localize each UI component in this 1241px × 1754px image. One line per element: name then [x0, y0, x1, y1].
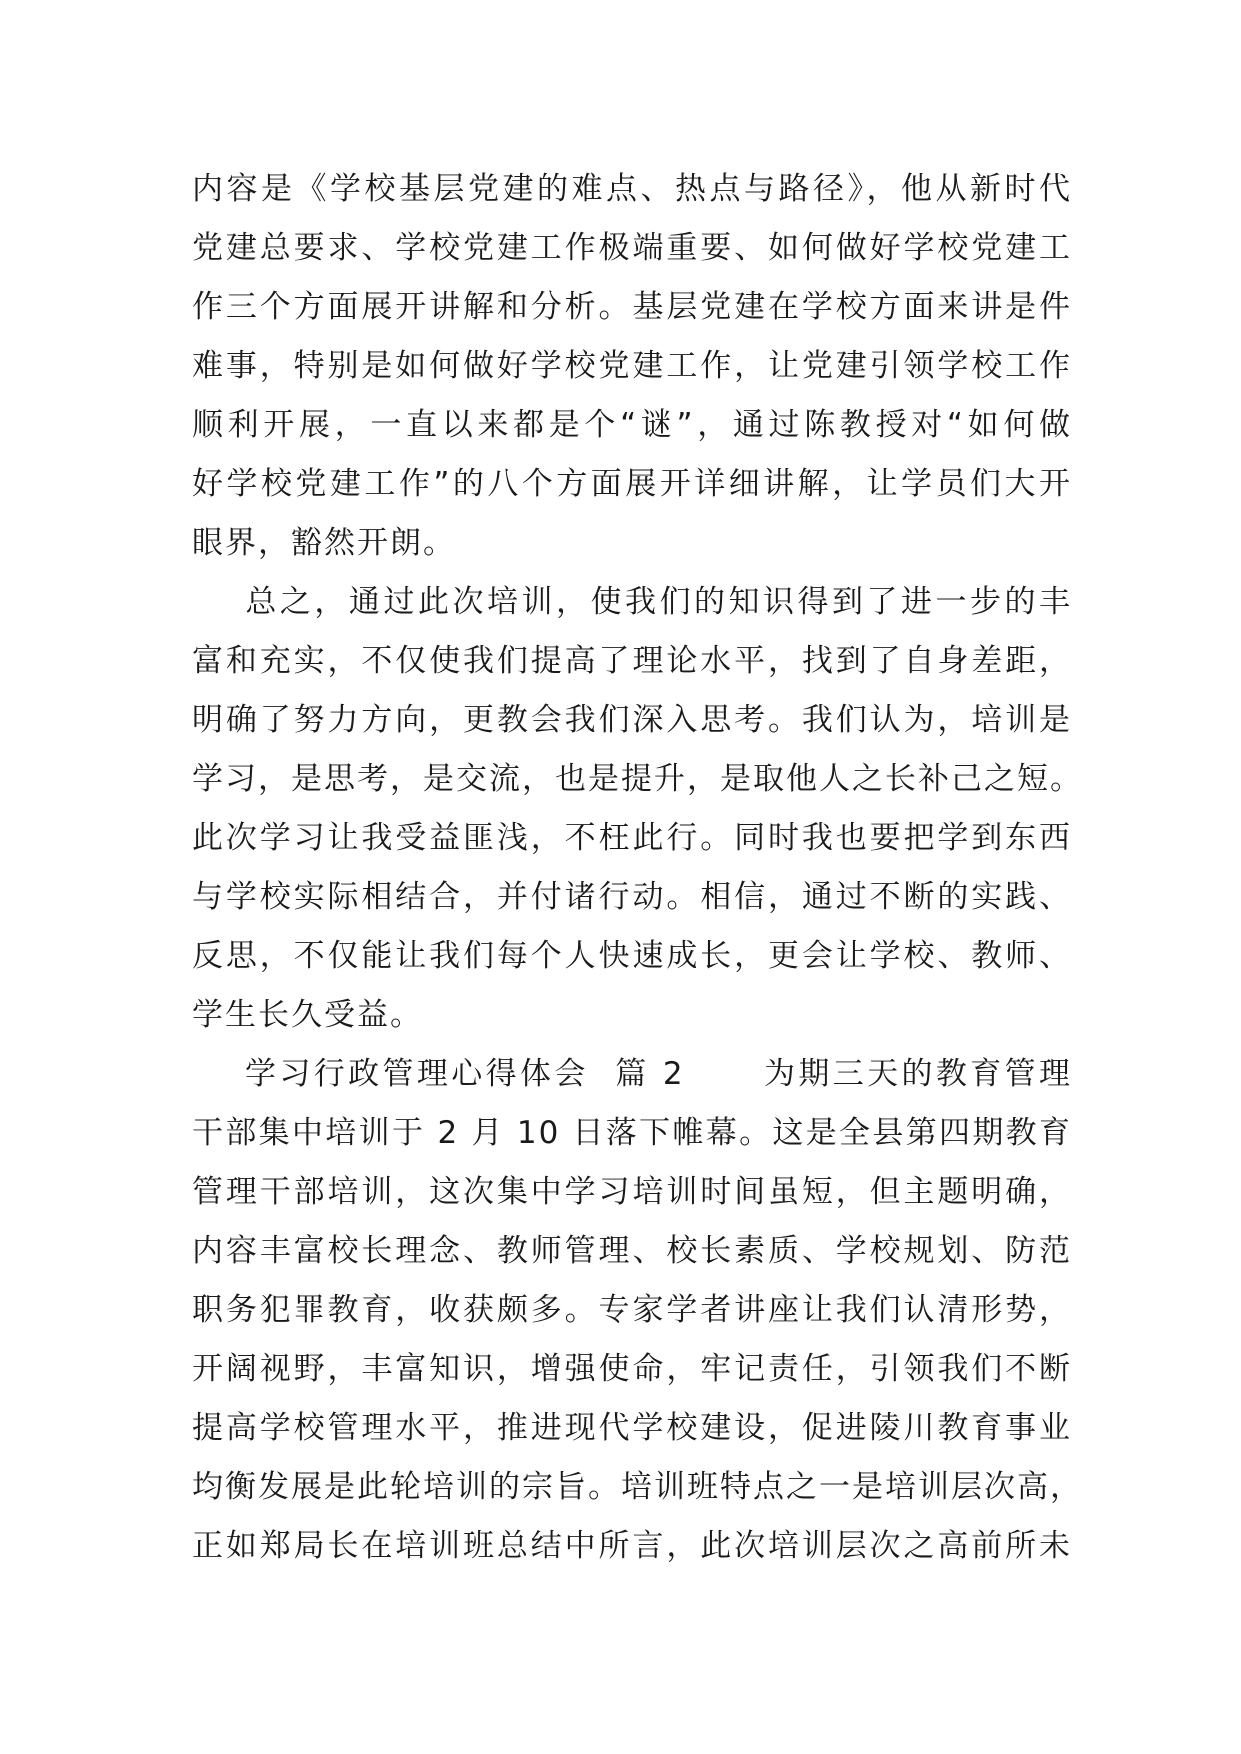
text-line: 学习，是思考，是交流，也是提升，是取他人之长补己之短。: [192, 761, 1083, 797]
text-line: 学习行政管理心得体会 篇 2 为期三天的教育管理: [192, 1056, 1072, 1092]
text-line: 顺利开展，一直以来都是个“谜”，通过陈教授对“如何做: [192, 407, 1072, 443]
text-line: 学生长久受益。: [192, 997, 423, 1033]
text-line: 富和充实，不仅使我们提高了理论水平，找到了自身差距，: [192, 643, 1072, 679]
text-line: 总之，通过此次培训，使我们的知识得到了进一步的丰: [192, 584, 1072, 620]
text-line: 反思，不仅能让我们每个人快速成长，更会让学校、教师、: [192, 938, 1072, 974]
text-line: 作三个方面展开讲解和分析。基层党建在学校方面来讲是件: [192, 289, 1072, 325]
text-line: 职务犯罪教育，收获颇多。专家学者讲座让我们认清形势，: [192, 1292, 1072, 1328]
document-body: [192, 160, 1083, 1576]
text-line: 正如郑局长在培训班总结中所言，此次培训层次之高前所未: [192, 1528, 1072, 1564]
paragraph-1: [192, 160, 1072, 573]
paragraph-2: [192, 573, 1083, 1045]
text-line: 眼界，豁然开朗。: [192, 525, 456, 561]
text-line: 提高学校管理水平，推进现代学校建设，促进陵川教育事业: [192, 1410, 1072, 1446]
text-line: 均衡发展是此轮培训的宗旨。培训班特点之一是培训层次高，: [192, 1469, 1083, 1505]
text-line: 开阔视野，丰富知识，增强使命，牢记责任，引领我们不断: [192, 1351, 1072, 1387]
text-line: 内容丰富校长理念、教师管理、校长素质、学校规划、防范: [192, 1233, 1072, 1269]
text-line: 与学校实际相结合，并付诸行动。相信，通过不断的实践、: [192, 879, 1072, 915]
text-line: 内容是《学校基层党建的难点、热点与路径》，他从新时代: [192, 171, 1072, 207]
text-line: 明确了努力方向，更教会我们深入思考。我们认为，培训是: [192, 702, 1072, 738]
text-line: 好学校党建工作”的八个方面展开详细讲解，让学员们大开: [192, 466, 1072, 502]
text-line: 管理干部培训，这次集中学习培训时间虽短，但主题明确，: [192, 1174, 1072, 1210]
text-line: 此次学习让我受益匪浅，不枉此行。同时我也要把学到东西: [192, 820, 1072, 856]
text-line: 难事，特别是如何做好学校党建工作，让党建引领学校工作: [192, 348, 1072, 384]
text-line: 党建总要求、学校党建工作极端重要、如何做好学校党建工: [192, 230, 1072, 266]
text-line: 干部集中培训于 2 月 10 日落下帷幕。这是全县第四期教育: [192, 1115, 1072, 1151]
paragraph-3: [192, 1045, 1083, 1576]
